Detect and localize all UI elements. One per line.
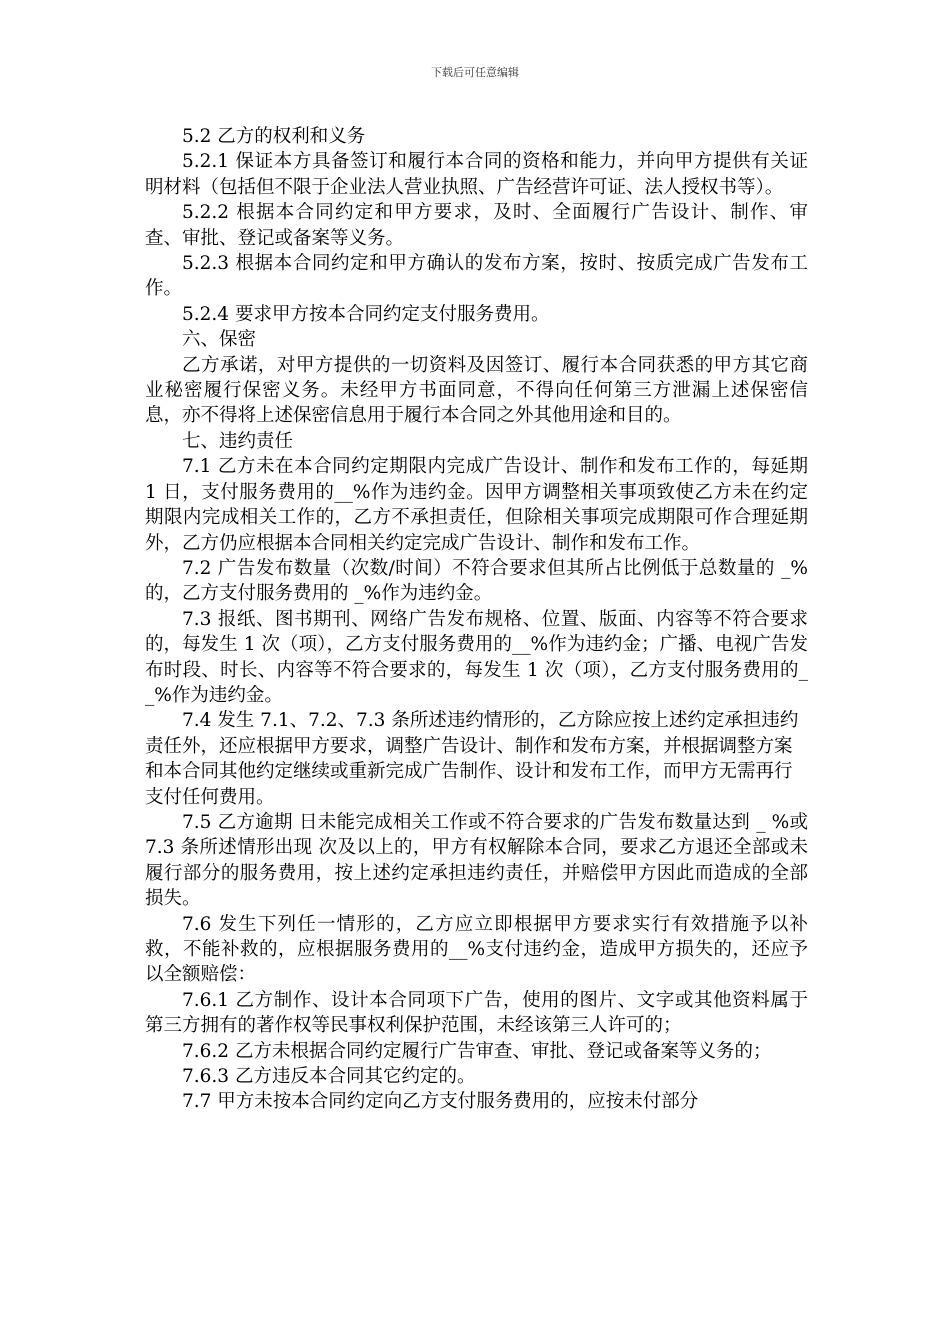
paragraph: 7.2 广告发布数量（次数/时间）不符合要求但其所占比例低于总数量的 _%的，乙方支付服务费用的 _%作为违约金。: [145, 557, 808, 605]
paragraph: 7.4 发生 7.1、7.2、7.3 条所述违约情形的，乙方除应按上述约定承担违约责任外，还应根据甲方要求，调整广告设计、制作和发布方案，并根据调整方案和本合同其他约定继续或重新完成广告制作、设计和发布工作，而甲方无需再行支付任何费用。: [145, 710, 799, 808]
section-heading: 5.2 乙方的权利和义务: [182, 126, 366, 147]
paragraph: 7.6 发生下列任一情形的，乙方应立即根据甲方要求实行有效措施予以补救，不能补救的，应根据服务费用的__%支付违约金，造成甲方损失的，还应予以全额赔偿：: [145, 913, 808, 986]
paragraph: 乙方承诺，对甲方提供的一切资料及因签订、履行本合同获悉的甲方其它商业秘密履行保密义务。未经甲方书面同意，不得向任何第三方泄漏上述保密信息，亦不得将上述保密信息用于履行本合同之外其他用途和目的。: [145, 354, 808, 427]
section-heading: 七、违约责任: [182, 430, 294, 452]
paragraph: 7.6.1 乙方制作、设计本合同项下广告，使用的图片、文字或其他资料属于第三方拥有的著作权等民事权利保护范围，未经该第三人许可的；: [145, 989, 808, 1037]
paragraph: 5.2.4 要求甲方按本合同约定支付服务费用。: [182, 303, 550, 325]
paragraph: 7.6.3 乙方违反本合同其它约定的。: [182, 1066, 476, 1088]
paragraph: 5.2.3 根据本合同约定和甲方确认的发布方案，按时、按质完成广告发布工作。: [145, 253, 808, 300]
paragraph: 7.1 乙方未在本合同约定期限内完成广告设计、制作和发布工作的，每延期 1 日，支付服务费用的__%作为违约金。因甲方调整相关事项致使乙方未在约定期限内完成相关工作的，乙方不承担责任，但除相关事项完成期限可作合理延期外，乙方仍应根据本合同相关约定完成广告设计、制作和发布工作。: [145, 456, 808, 554]
paragraph: 7.7 甲方未按本合同约定向乙方支付服务费用的，应按未付部分: [182, 1091, 699, 1113]
paragraph: 7.3 报纸、图书期刊、网络广告发布规格、位置、版面、内容等不符合要求的，每发生 1 次（项），乙方支付服务费用的__%作为违约金；广播、电视广告发布时段、时长、内容等不符合要求的，每发生 1 次（项），乙方支付服务费用的__%作为违约金。: [145, 608, 808, 706]
section-heading: 六、保密: [182, 329, 257, 351]
paragraph: 5.2.1 保证本方具备签订和履行本合同的资格和能力，并向甲方提供有关证明材料（包括但不限于企业法人营业执照、广告经营许可证、法人授权书等）。: [145, 151, 808, 198]
document-body: [145, 124, 808, 1115]
paragraph: 5.2.2 根据本合同约定和甲方要求，及时、全面履行广告设计、制作、审查、审批、登记或备案等义务。: [145, 202, 808, 249]
paragraph: 7.6.2 乙方未根据合同约定履行广告审查、审批、登记或备案等义务的；: [182, 1040, 772, 1062]
paragraph: 7.5 乙方逾期 日未能完成相关工作或不符合要求的广告发布数量达到 _ %或 7.3 条所述情形出现 次及以上的，甲方有权解除本合同，要求乙方退还全部或未履行部分的服务费用，按上述约定承担违约责任，并赔偿甲方因此而造成的全部损失。: [145, 811, 808, 910]
page-header-note: 下载后可任意编辑: [431, 66, 519, 79]
